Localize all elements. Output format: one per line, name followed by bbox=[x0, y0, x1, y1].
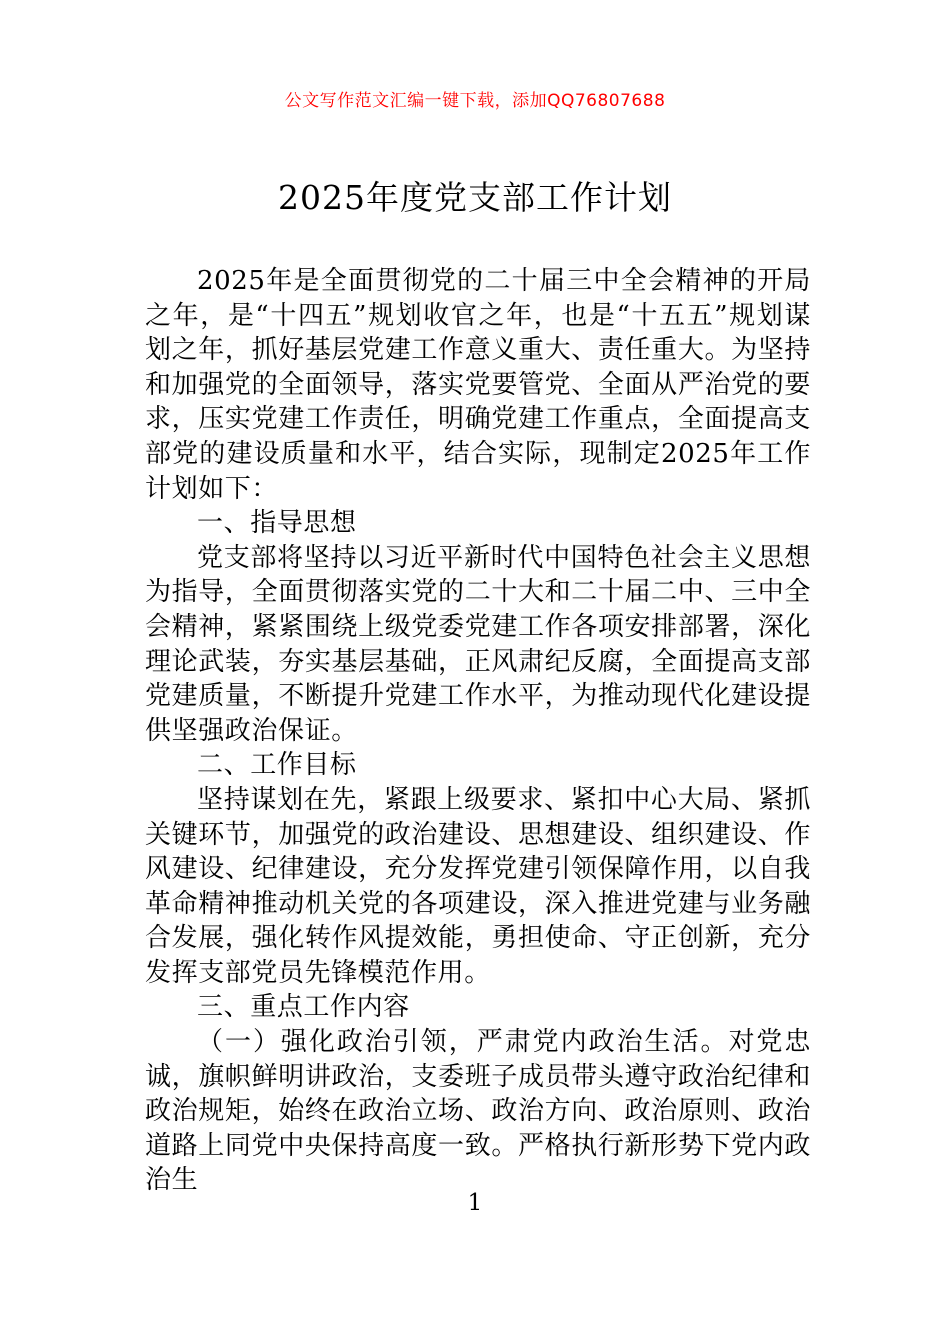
work-goals-paragraph: 坚持谋划在先，紧跟上级要求、紧扣中心大局、紧抓关键环节，加强党的政治建设、思想建设、组织建设、作风建设、纪律建设，充分发挥党建引领保障作用，以自我革命精神推动机关党的各项建设，深入推进党建与业务融合发展，强化转作风提效能，勇担使命、守正创新，充分发挥支部党员先锋模范作用。 bbox=[145, 784, 811, 988]
section-heading-work-goals: 二、工作目标 bbox=[197, 750, 357, 781]
guiding-thought-paragraph: 党支部将坚持以习近平新时代中国特色社会主义思想为指导，全面贯彻落实党的二十大和二十届二中、三中全会精神，紧紧围绕上级党委党建工作各项安排部署，深化理论武装，夯实基层基础，正风肃纪反腐，全面提高支部党建质量，不断提升党建工作水平，为推动现代化建设提供坚强政治保证。 bbox=[145, 542, 811, 746]
section-heading-key-work: 三、重点工作内容 bbox=[197, 992, 410, 1023]
key-work-item-1-paragraph: （一）强化政治引领，严肃党内政治生活。对党忠诚，旗帜鲜明讲政治，支委班子成员带头遵守政治纪律和政治规矩，始终在政治立场、政治方向、政治原则、政治道路上同党中央保持高度一致。严格执行新形势下党内政治生 bbox=[145, 1027, 811, 1196]
section-heading-guiding-thought: 一、指导思想 bbox=[197, 508, 357, 539]
page-number: 1 bbox=[467, 1190, 483, 1216]
header-note: 公文写作范文汇编一键下载，添加QQ76807688 bbox=[284, 91, 666, 111]
document-body bbox=[145, 264, 811, 1198]
intro-paragraph: 2025年是全面贯彻党的二十届三中全会精神的开局之年，是“十四五”规划收官之年，也是“十五五”规划谋划之年，抓好基层党建工作意义重大、责任重大。为坚持和加强党的全面领导，落实党要管党、全面从严治党的要求，压实党建工作责任，明确党建工作重点，全面提高支部党的建设质量和水平，结合实际，现制定2025年工作计划如下： bbox=[145, 266, 811, 504]
document-title: 2025年度党支部工作计划 bbox=[278, 178, 672, 217]
